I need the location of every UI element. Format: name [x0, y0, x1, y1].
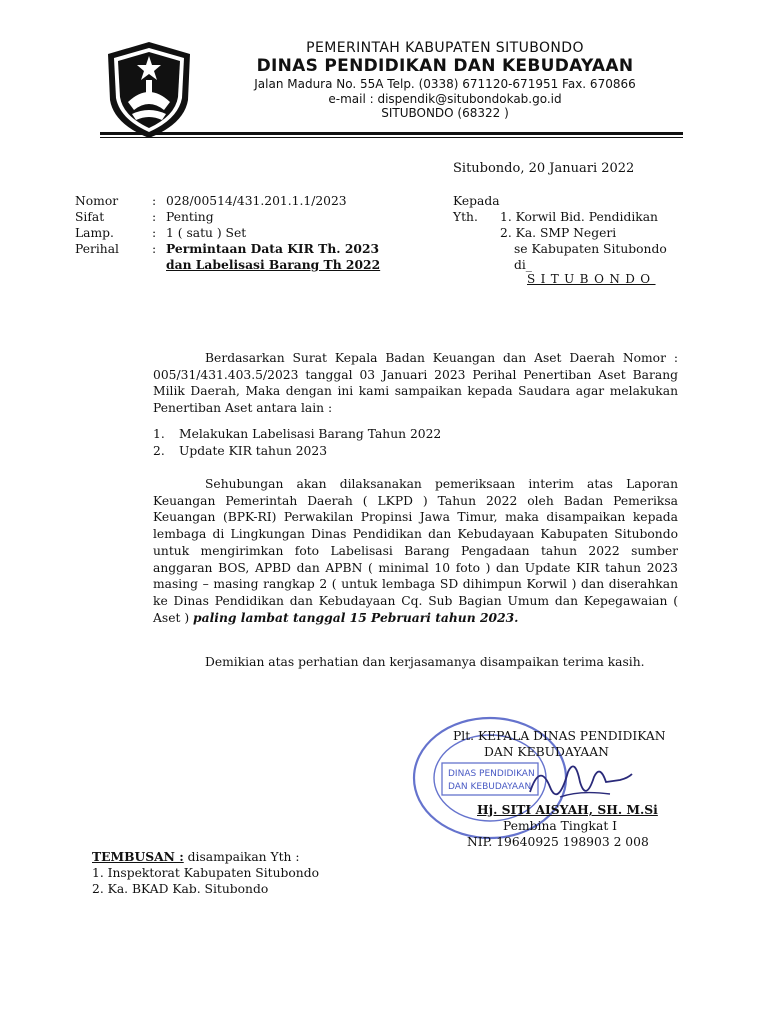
- nomor-label: Nomor: [75, 194, 119, 208]
- recipient-item-1: 1. Korwil Bid. Pendidikan: [500, 210, 658, 224]
- lamp-value: 1 ( satu ) Set: [166, 226, 247, 240]
- body-paragraph-3: Demikian atas perhatian dan kerjasamanya disampaikan terima kasih.: [205, 655, 645, 669]
- recipient-yth: Yth.: [453, 210, 478, 224]
- signatory-title: Plt. KEPALA DINAS PENDIDIKAN: [453, 729, 666, 743]
- letterhead-email: e-mail : dispendik@situbondokab.go.id: [328, 92, 562, 106]
- nomor-value: 028/00514/431.201.1.1/2023: [166, 194, 347, 208]
- letterhead-government: PEMERINTAH KABUPATEN SITUBONDO: [306, 40, 584, 56]
- list-item: [153, 426, 441, 442]
- recipient-di: di_: [514, 258, 532, 272]
- recipient-city: SITUBONDO: [527, 272, 656, 286]
- letter-date: Situbondo, 20 Januari 2022: [453, 161, 635, 176]
- letterhead-divider-thin: [100, 137, 683, 138]
- signatory-title-line-2: DAN KEBUDAYAAN: [484, 745, 609, 759]
- list-item-text: Melakukan Labelisasi Barang Tahun 2022: [179, 427, 442, 441]
- tembusan-label-suffix: disampaikan Yth :: [183, 850, 300, 864]
- svg-text:DAN KEBUDAYAAN: DAN KEBUDAYAAN: [448, 782, 532, 792]
- body-paragraph-2: [153, 476, 678, 626]
- tembusan-label: TEMBUSAN :: [92, 849, 184, 864]
- letterhead-city: SITUBONDO (68322 ): [381, 106, 509, 120]
- tembusan-item: 1. Inspektorat Kabupaten Situbondo: [92, 866, 319, 880]
- perihal-label: Perihal: [75, 242, 119, 256]
- signatory-name: Hj. SITI AISYAH, SH. M.Si: [477, 802, 658, 817]
- list-item-number: 2.: [153, 444, 165, 458]
- list-item-text: Update KIR tahun 2023: [179, 444, 328, 458]
- sifat-colon: :: [152, 210, 157, 224]
- svg-text:DINAS PENDIDIKAN: DINAS PENDIDIKAN: [448, 769, 535, 779]
- body-paragraph-2-text: Sehubungan akan dilaksanakan pemeriksaan interim atas Laporan Keuangan Pemerintah Daerah ( LKPD ) Tahun 2022 oleh Badan Pemeriksa Keuangan (BPK-RI) Perwakilan Propinsi Jawa Timur, maka disampaikan kepada lembaga di Lingkungan Dinas Pendidikan dan Kebudayaan Kabupaten Situbondo untuk mengirimkan foto Labelisasi Barang Pengadaan tahun 2022 sumber anggaran BOS, APBD dan APBN ( minimal 10 foto ) dan Update KIR tahun 2023 masing – masing rangkap 2 ( untuk lembaga SD dihimpun Korwil ) dan diserahkan ke Dinas Pendidikan dan Kebudayaan Cq. Sub Bagian Umum dan Kepegawaian ( Aset ): [153, 477, 678, 625]
- regency-emblem-logo: [104, 40, 194, 140]
- perihal-colon: :: [152, 242, 157, 256]
- tembusan-item: 2. Ka. BKAD Kab. Situbondo: [92, 882, 269, 896]
- recipient-region: se Kabupaten Situbondo: [514, 242, 667, 256]
- letterhead-divider-thick: [100, 132, 683, 135]
- list-item: [153, 443, 327, 459]
- lamp-label: Lamp.: [75, 226, 114, 240]
- sifat-label: Sifat: [75, 210, 105, 224]
- letterhead-address: Jalan Madura No. 55A Telp. (0338) 671120-671951 Fax. 670866: [254, 77, 636, 91]
- list-item-number: 1.: [153, 427, 165, 441]
- sifat-value: Penting: [166, 210, 214, 224]
- recipient-kepada: Kepada: [453, 194, 500, 208]
- letterhead-agency: DINAS PENDIDIKAN DAN KEBUDAYAAN: [256, 56, 634, 76]
- body-paragraph-1: Berdasarkan Surat Kepala Badan Keuangan dan Aset Daerah Nomor : 005/31/431.403.5/2023 tanggal 03 Januari 2023 Perihal Penertiban Aset Barang Milik Daerah, Maka dengan ini kami sampaikan kepada Saudara agar melakukan Penertiban Aset antara lain :: [153, 351, 678, 416]
- perihal-line-2: dan Labelisasi Barang Th 2022: [166, 257, 381, 272]
- tembusan-heading: [92, 849, 300, 865]
- deadline-emphasis: paling lambat tanggal 15 Pebruari tahun 2023.: [193, 609, 519, 625]
- signatory-nip: NIP. 19640925 198903 2 008: [467, 835, 649, 849]
- recipient-item-2: 2. Ka. SMP Negeri: [500, 226, 617, 240]
- nomor-colon: :: [152, 194, 157, 208]
- lamp-colon: :: [152, 226, 157, 240]
- perihal-line-1: Permintaan Data KIR Th. 2023: [166, 241, 380, 256]
- signatory-rank: Pembina Tingkat I: [503, 819, 618, 833]
